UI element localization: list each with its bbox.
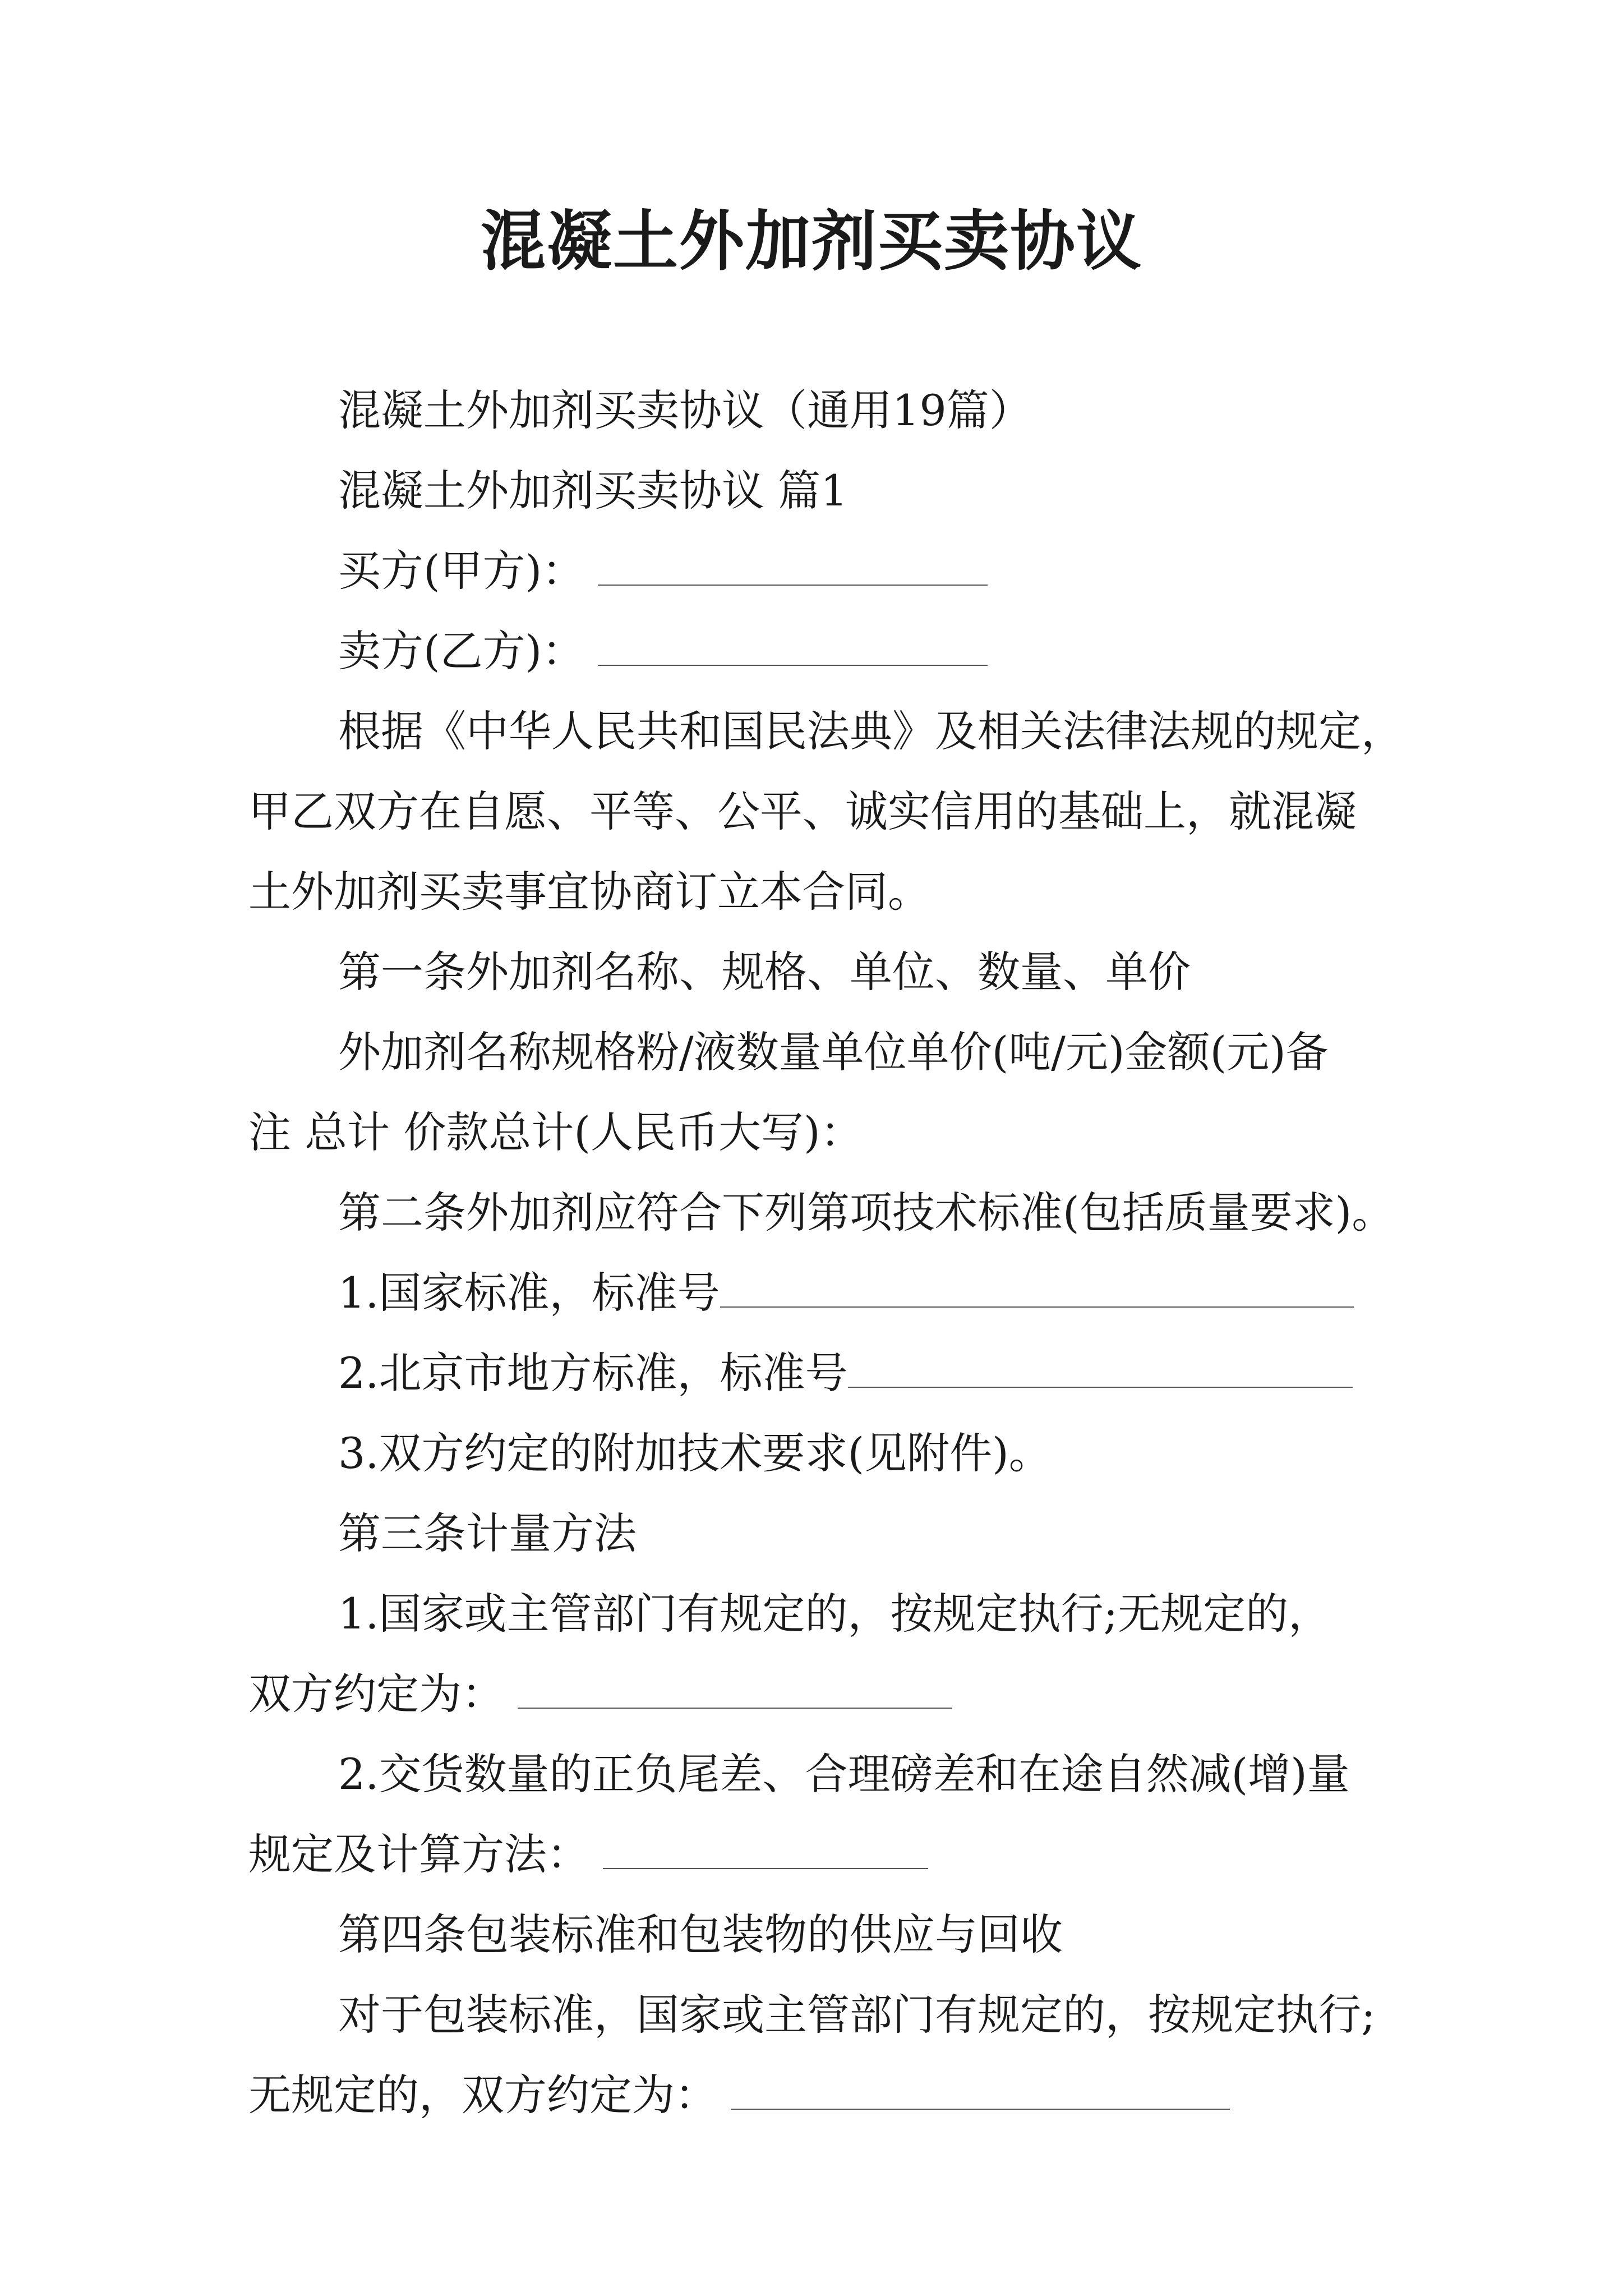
- paragraph-line: [248, 1734, 1393, 1814]
- local-standard-blank-field[interactable]: [848, 1351, 1353, 1388]
- paragraph-line: [248, 1012, 1393, 1092]
- section-heading: [248, 450, 1393, 531]
- measurement-agreement-line: [248, 1654, 1393, 1734]
- line-text: 注 总计 价款总计(人民币大写)：: [248, 1107, 863, 1157]
- buyer-blank-field[interactable]: [598, 549, 988, 586]
- article-heading: [248, 1172, 1393, 1253]
- line-text: 无规定的，双方约定为：: [248, 2070, 717, 2120]
- seller-blank-field[interactable]: [598, 629, 988, 666]
- national-standard-blank-field[interactable]: [720, 1271, 1354, 1308]
- line-text: 土外加剂买卖事宜协商订立本合同。: [248, 867, 930, 917]
- paragraph-line: [248, 1413, 1393, 1493]
- line-text: 规定及计算方法：: [248, 1829, 589, 1879]
- line-text: 第四条包装标准和包装物的供应与回收: [338, 1910, 1063, 1959]
- line-text: 第三条计量方法: [338, 1508, 637, 1558]
- paragraph-line: [248, 771, 1393, 852]
- line-text: 双方约定为：: [248, 1669, 504, 1719]
- packaging-agreement-blank-field[interactable]: [731, 2073, 1230, 2110]
- line-text: 混凝土外加剂买卖协议（通用19篇）: [338, 385, 1032, 435]
- line-text: 甲乙双方在自愿、平等、公平、诚实信用的基础上，就混凝: [248, 786, 1357, 836]
- line-text: 第一条外加剂名称、规格、单位、数量、单价: [338, 947, 1191, 997]
- line-text: 卖方(乙方)：: [338, 626, 585, 676]
- measurement-agreement-blank-field[interactable]: [518, 1672, 952, 1709]
- line-text: 根据《中华人民共和国民法典》及相关法律法规的规定，: [338, 706, 1404, 756]
- calculation-method-line: [248, 1814, 1393, 1894]
- calculation-method-blank-field[interactable]: [603, 1832, 928, 1869]
- paragraph-line: [248, 1092, 1393, 1172]
- document-body: [248, 370, 1404, 2135]
- paragraph-line: [248, 1573, 1393, 1654]
- local-standard-line: [248, 1333, 1393, 1413]
- paragraph-line: [248, 1975, 1393, 2055]
- packaging-agreement-line: [248, 2055, 1393, 2135]
- subtitle-line: [248, 370, 1393, 450]
- line-text: 1.国家标准，标准号: [338, 1268, 720, 1318]
- seller-line: [248, 611, 1393, 691]
- line-text: 第二条外加剂应符合下列第项技术标准(包括质量要求)。: [338, 1188, 1395, 1237]
- document-title: 混凝土外加剂买卖协议: [481, 203, 1142, 279]
- line-text: 对于包装标准，国家或主管部门有规定的，按规定执行;: [338, 1990, 1376, 2040]
- line-text: 3.双方约定的附加技术要求(见附件)。: [338, 1428, 1052, 1478]
- line-text: 混凝土外加剂买卖协议 篇1: [338, 466, 848, 516]
- paragraph-line: [248, 852, 1393, 932]
- line-text: 外加剂名称规格粉/液数量单位单价(吨/元)金额(元)备: [338, 1027, 1329, 1077]
- national-standard-line: [248, 1253, 1393, 1333]
- line-text: 2.交货数量的正负尾差、合理磅差和在途自然减(增)量: [338, 1749, 1350, 1799]
- paragraph-line: [248, 691, 1404, 771]
- article-heading: [248, 932, 1393, 1012]
- line-text: 买方(甲方)：: [338, 546, 585, 596]
- line-text: 1.国家或主管部门有规定的，按规定执行;无规定的，: [338, 1589, 1331, 1639]
- article-heading: [248, 1894, 1393, 1975]
- article-heading: [248, 1493, 1393, 1573]
- buyer-line: [248, 531, 1393, 611]
- line-text: 2.北京市地方标准，标准号: [338, 1348, 848, 1398]
